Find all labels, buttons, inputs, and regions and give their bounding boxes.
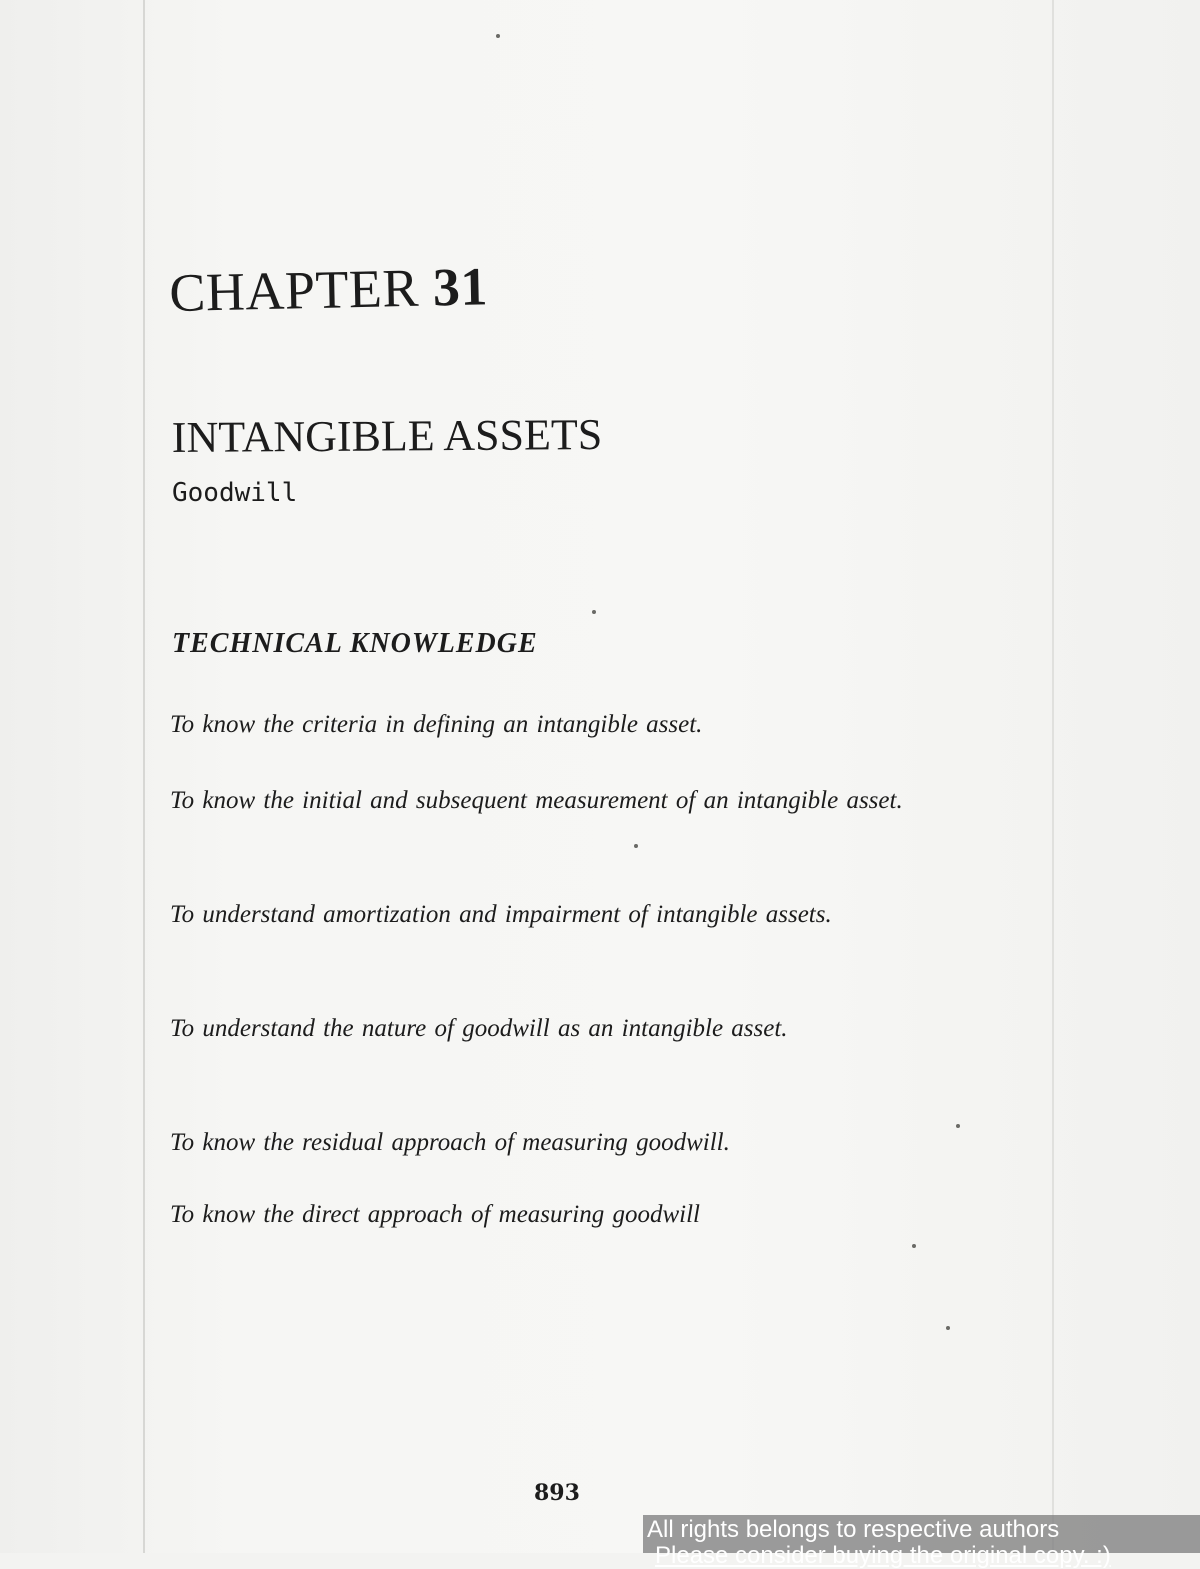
list-item: To know the residual approach of measuring goodwill.	[170, 1129, 730, 1156]
page-right-edge	[1052, 0, 1054, 1553]
scan-speck	[634, 844, 638, 848]
chapter-heading	[169, 255, 489, 324]
watermark-line-1: All rights belongs to respective authors	[647, 1516, 1060, 1543]
scan-speck	[912, 1244, 916, 1248]
scan-speck	[592, 610, 596, 614]
section-heading: TECHNICAL KNOWLEDGE	[172, 628, 538, 659]
chapter-label: CHAPTER	[168, 257, 420, 324]
scan-speck	[496, 34, 500, 38]
page-left-edge	[143, 0, 145, 1553]
list-item: To know the initial and subsequent measurement of an intangible asset.	[170, 787, 903, 814]
list-item: To understand the nature of goodwill as an intangible asset.	[170, 1015, 788, 1042]
list-item: To understand amortization and impairment of intangible assets.	[170, 901, 832, 928]
watermark-line-2: Please consider buying the original copy. :)	[655, 1542, 1111, 1569]
list-item: To know the direct approach of measuring goodwill	[170, 1201, 700, 1228]
scan-speck	[946, 1326, 950, 1330]
chapter-title: INTANGIBLE ASSETS	[171, 409, 603, 463]
list-item: To know the criteria in defining an intangible asset.	[170, 711, 703, 738]
chapter-subtitle: Goodwill	[172, 478, 298, 508]
watermark-banner	[643, 1515, 1200, 1569]
page-number: 893	[534, 1480, 580, 1506]
chapter-number: 31	[432, 256, 489, 318]
